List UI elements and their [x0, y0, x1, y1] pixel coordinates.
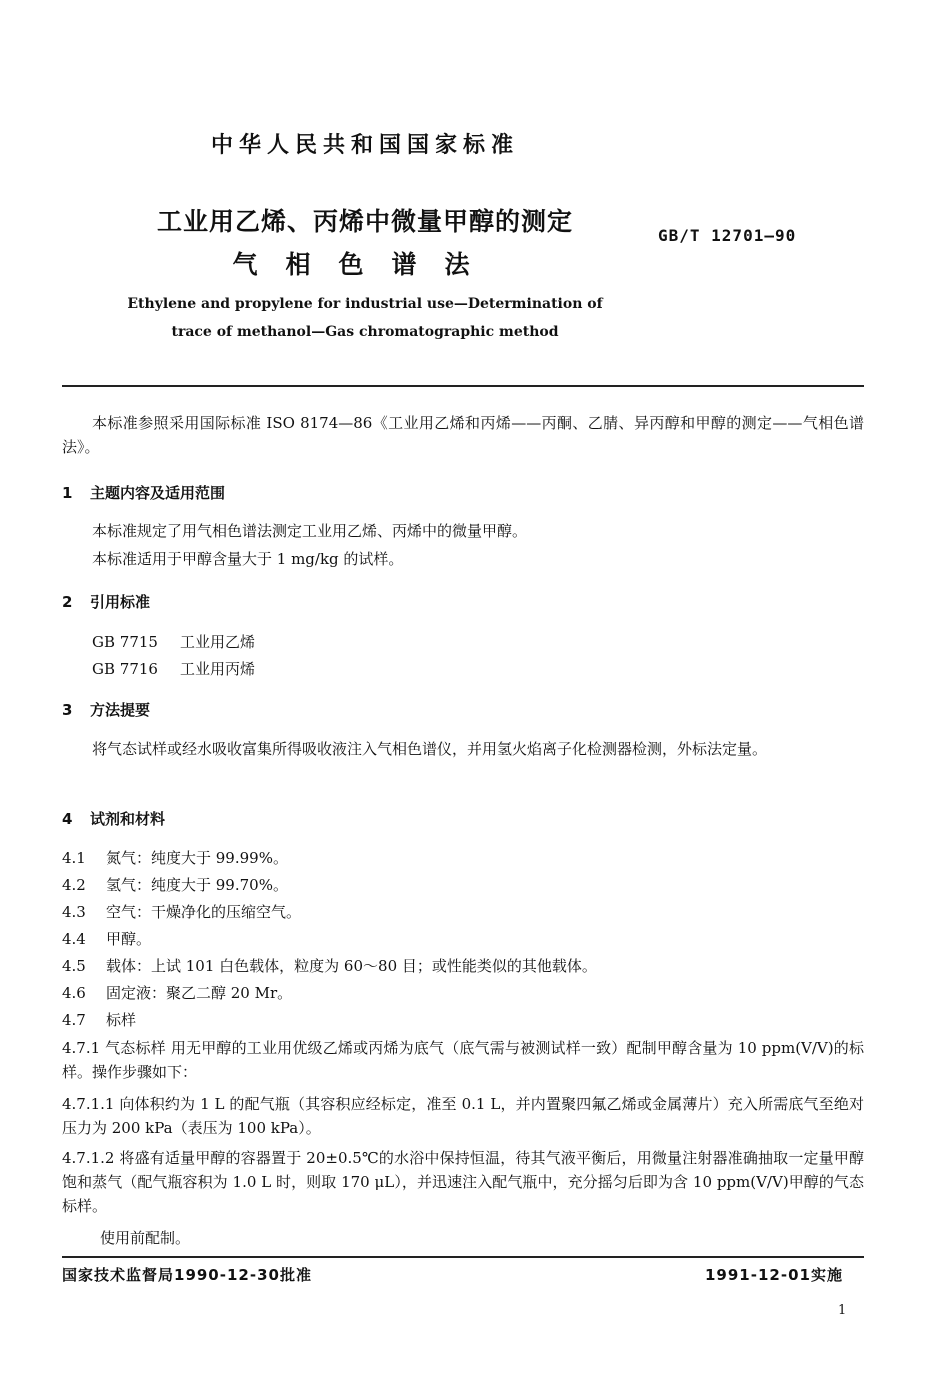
list-item [62, 927, 151, 951]
standard-number: GB/T 12701—90 [658, 226, 797, 245]
item-text: 标样 [106, 1011, 137, 1029]
item-text: 空气：干燥净化的压缩空气。 [106, 903, 302, 921]
national-standard-heading: 中华人民共和国国家标准 [210, 133, 519, 158]
item-text: 氢气：纯度大于 99.70%。 [106, 876, 288, 894]
reference-item [92, 657, 255, 681]
list-item [62, 1008, 136, 1032]
item-text: 载体：上试 101 白色载体，粒度为 60～80 目；或性能类似的其他载体。 [106, 957, 597, 975]
list-item [62, 981, 292, 1005]
list-item [62, 900, 301, 924]
section-title: 试剂和材料 [90, 810, 166, 828]
section-3-heading [62, 699, 150, 720]
item-number: 4.6 [62, 984, 86, 1002]
item-text: 甲醇。 [106, 930, 152, 948]
header-divider [62, 385, 864, 387]
item-text: 固定液：聚乙二醇 20 Mr。 [106, 984, 293, 1002]
section-title: 引用标准 [90, 593, 151, 611]
list-item [62, 954, 597, 978]
section-1-paragraph-2: 本标准适用于甲醇含量大于 1 mg/kg 的试样。 [92, 550, 404, 568]
section-title: 主题内容及适用范围 [90, 484, 226, 502]
section-3-paragraph: 将气态试样或经水吸收富集所得吸收液注入气相色谱仪，并用氢火焰离子化检测器检测，外标法定量。 [92, 740, 768, 758]
reference-name: 工业用丙烯 [180, 660, 256, 678]
document-title: 工业用乙烯、丙烯中微量甲醇的测定 [156, 207, 573, 236]
item-text: 氮气：纯度大于 99.99%。 [106, 849, 288, 867]
approval-date: 国家技术监督局1990-12-30批准 [62, 1266, 312, 1284]
section-1-heading [62, 482, 225, 503]
intro-paragraph: 本标准参照采用国际标准 ISO 8174—86《工业用乙烯和丙烯——丙酮、乙腈、异丙醇和甲醇的测定——气相色谱法》。 [62, 414, 864, 456]
clause-4-7-1-2: 4.7.1.2 将盛有适量甲醇的容器置于 20±0.5℃的水浴中保持恒温，待其气液平衡后，用微量注射器准确抽取一定量甲醇饱和蒸气（配气瓶容积为 1.0 L 时，则取 170 μL），并迅速注入配气瓶中，充分摇匀后即为含 10 ppm(V/V)甲醇的气态标样。 [62, 1149, 864, 1215]
item-number: 4.1 [62, 849, 86, 867]
section-number: 3 [62, 701, 73, 719]
section-number: 4 [62, 810, 73, 828]
footnote: 使用前配制。 [100, 1229, 191, 1247]
item-number: 4.7 [62, 1011, 86, 1029]
item-number: 4.4 [62, 930, 86, 948]
section-number: 2 [62, 593, 73, 611]
reference-item [92, 630, 255, 654]
english-title-line2: trace of methanol—Gas chromatographic method [171, 324, 559, 340]
reference-name: 工业用乙烯 [180, 633, 256, 651]
section-number: 1 [62, 484, 73, 502]
section-title: 方法提要 [90, 701, 151, 719]
list-item [62, 846, 288, 870]
english-title-line1: Ethylene and propylene for industrial use—Determination of [127, 296, 603, 312]
list-item [62, 873, 288, 897]
item-number: 4.5 [62, 957, 86, 975]
item-number: 4.2 [62, 876, 86, 894]
reference-code: GB 7716 [92, 660, 158, 678]
page-number: 1 [838, 1303, 847, 1318]
section-2-heading [62, 591, 150, 612]
item-number: 4.3 [62, 903, 86, 921]
section-1-paragraph-1: 本标准规定了用气相色谱法测定工业用乙烯、丙烯中的微量甲醇。 [92, 522, 528, 540]
reference-code: GB 7715 [92, 633, 158, 651]
document-subtitle: 气相色谱法 [232, 250, 498, 279]
footer-divider [62, 1256, 864, 1258]
clause-4-7-1: 4.7.1 气态标样 用无甲醇的工业用优级乙烯或丙烯为底气（底气需与被测试样一致）配制甲醇含量为 10 ppm(V/V)的标样。操作步骤如下： [62, 1039, 864, 1081]
implementation-date: 1991-12-01实施 [705, 1266, 843, 1284]
clause-4-7-1-1: 4.7.1.1 向体积约为 1 L 的配气瓶（其容积应经标定，准至 0.1 L，并内置聚四氟乙烯或金属薄片）充入所需底气至绝对压力为 200 kPa（表压为 100 kPa）。 [62, 1095, 864, 1137]
section-4-heading [62, 808, 165, 829]
